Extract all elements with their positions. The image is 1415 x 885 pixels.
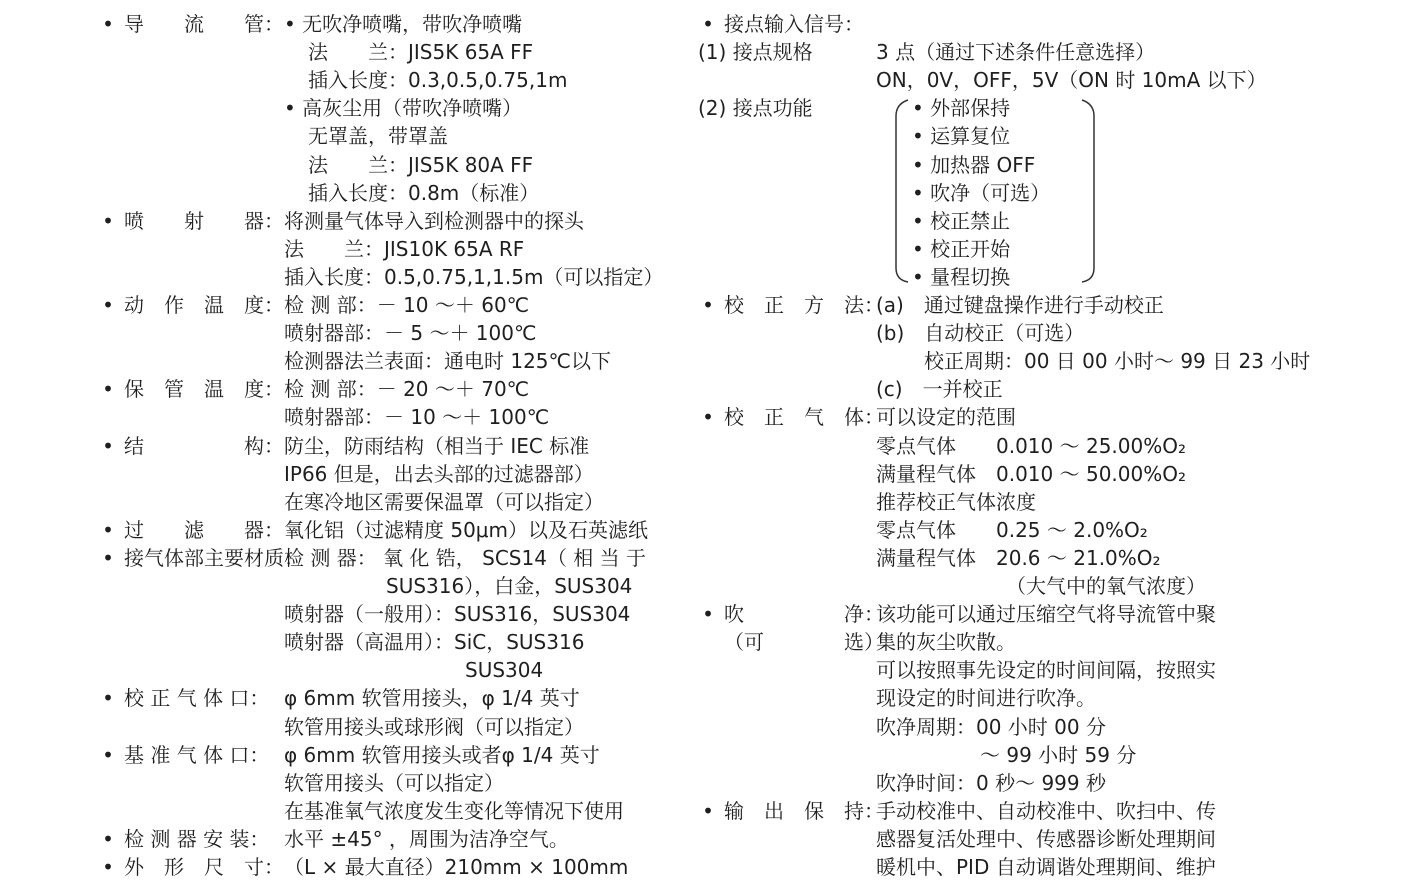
left-line [98,375,678,403]
spec-value: 满量程气体 20.6 ～ 21.0%O₂ [876,545,1161,570]
left-line [98,66,678,94]
left-line [98,319,678,347]
right-line [698,291,1408,319]
spec-value: • 外部保持 [912,96,1011,121]
spec-value: 吹净时间：0 秒～ 999 秒 [876,770,1106,795]
spec-value: • 校正开始 [912,236,1011,261]
right-line [698,853,1408,881]
right-line [698,66,1408,94]
spec-value: IP66 但是，出去头部的过滤器部） [284,461,594,486]
right-line [698,713,1408,741]
spec-label: 接气体部主要材质： [124,545,304,570]
bullet-mark: • [702,798,714,823]
spec-value: • 运算复位 [912,124,1011,149]
left-line [98,544,678,572]
spec-label: 基 准 气 体 口： [124,742,270,767]
spec-value: 检 测 器： 氧 化 锆， SCS14（ 相 当 于 [284,545,647,570]
spec-label: 接点输入信号： [724,12,864,36]
spec-value: SUS304 [465,658,544,683]
bullet-mark: • [702,12,714,36]
spec-value: 喷射器部：－ 10 ～＋ 100℃ [284,405,550,430]
spec-value: 可以设定的范围 [876,405,1016,430]
right-line [698,488,1408,516]
bullet-mark: • [102,855,114,879]
spec-label: 动 作 温 度： [124,293,284,317]
left-line [98,572,678,600]
spec-value: 零点气体 0.25 ～ 2.0%O₂ [876,517,1148,542]
spec-value: ON，0V，OFF，5V（ON 时 10mA 以下） [876,68,1267,93]
right-line [698,38,1408,66]
spec-value: 集的灰尘吹散。 [876,630,1016,655]
spec-value: 氧化铝（过滤精度 50μm）以及石英滤纸 [284,517,649,542]
left-line [98,628,678,656]
spec-value: (b) 自动校正（可选） [876,321,1085,346]
spec-label: 导 流 管： [124,12,284,36]
spec-label: 校 正 气 体： [724,405,884,430]
right-line [698,544,1408,572]
spec-value: 满量程气体 0.010 ～ 50.00%O₂ [876,461,1186,486]
spec-value: 法 兰：JIS5K 65A FF [308,40,534,65]
sub-label: (2) 接点功能 [698,96,813,121]
spec-value: (c) 一并校正 [876,377,1003,402]
spec-label: 检 测 器 安 装： [124,826,270,851]
spec-value: 软管用接头（可以指定） [284,770,504,795]
spec-value: 喷射器（一般用）：SUS316，SUS304 [284,602,631,627]
bullet-mark: • [102,686,114,711]
spec-value: 推荐校正气体浓度 [876,489,1036,514]
spec-value: • 高灰尘用（带吹净喷嘴） [284,96,523,121]
spec-label: 结 构： [124,433,284,458]
spec-value: SUS316），白金，SUS304 [386,574,633,598]
right-line [698,403,1408,431]
right-line [698,432,1408,460]
spec-value: • 无吹净喷嘴，带吹净喷嘴 [284,12,523,36]
bullet-mark: • [102,742,114,767]
bullet-mark: • [702,602,714,627]
right-line [698,600,1408,628]
spec-label: 过 滤 器： [124,517,284,542]
spec-value: φ 6mm 软管用接头或者φ 1/4 英寸 [284,742,600,767]
spec-value: 可以按照事先设定的时间间隔，按照实 [876,658,1216,683]
spec-value: 喷射器部：－ 5 ～＋ 100℃ [284,321,537,346]
left-line [98,460,678,488]
right-line [698,628,1408,656]
right-line [698,656,1408,684]
bullet-mark: • [702,293,714,317]
spec-value: 插入长度：0.3,0.5,0.75,1m [308,68,568,93]
spec-value: 水平 ±45° ，周围为洁净空气。 [284,826,569,851]
spec-label: 喷 射 器： [124,208,284,233]
left-line [98,488,678,516]
spec-label: 外 形 尺 寸： [124,855,284,879]
left-line [98,122,678,150]
spec-label: 吹 净： [724,602,884,627]
bullet-mark: • [102,826,114,851]
right-line [698,375,1408,403]
left-line [98,179,678,207]
left-line [98,741,678,769]
bullet-mark: • [102,377,114,402]
left-line [98,403,678,431]
spec-value: 暖机中、PID 自动调谐处理期间、维护 [876,855,1216,879]
contact-function-bracket [890,98,1100,284]
bullet-mark: • [102,517,114,542]
spec-value: 在寒冷地区需要保温罩（可以指定） [284,489,604,514]
spec-label: 保 管 温 度： [124,377,284,402]
bullet-mark: • [102,545,114,570]
spec-value: (a) 通过键盘操作进行手动校正 [876,293,1164,317]
right-line [698,825,1408,853]
spec-value: 在基准氧气浓度发生变化等情况下使用 [284,798,624,823]
spec-value: （大气中的氧气浓度） [1006,574,1206,598]
spec-value: 感器复活处理中、传感器诊断处理期间 [876,826,1216,851]
left-line [98,769,678,797]
right-line [698,460,1408,488]
right-line [698,797,1408,825]
spec-value: 该功能可以通过压缩空气将导流管中聚 [876,602,1216,627]
left-line [98,347,678,375]
left-line [98,263,678,291]
spec-value: 检 测 部：－ 10 ～＋ 60℃ [284,293,530,317]
spec-value: • 校正禁止 [912,208,1011,233]
left-line [98,432,678,460]
left-line [98,600,678,628]
spec-label: 校 正 方 法： [724,293,884,317]
spec-value: 检测器法兰表面：通电时 125℃以下 [284,349,611,374]
left-line [98,516,678,544]
spec-value: 软管用接头或球形阀（可以指定） [284,714,584,739]
spec-value: 插入长度：0.8m（标准） [308,180,540,205]
left-line [98,207,678,235]
left-line [98,151,678,179]
spec-value: • 吹净（可选） [912,180,1051,205]
left-line [98,853,678,881]
left-line [98,797,678,825]
spec-value: 吹净周期：00 小时 00 分 [876,714,1106,739]
spec-value: ～ 99 小时 59 分 [980,742,1137,767]
spec-value: （L × 最大直径）210mm × 100mm [284,855,629,879]
spec-label: （可 选） [724,630,884,655]
left-line [98,235,678,263]
left-line [98,656,678,684]
left-line [98,38,678,66]
right-line [698,319,1408,347]
right-line [698,516,1408,544]
right-line [698,741,1408,769]
left-line [98,684,678,712]
spec-value: 防尘，防雨结构（相当于 IEC 标准 [284,433,590,458]
spec-value: 法 兰：JIS10K 65A RF [284,236,525,261]
left-line [98,94,678,122]
bullet-mark: • [102,433,114,458]
left-line [98,291,678,319]
left-line [98,10,678,38]
spec-value: 零点气体 0.010 ～ 25.00%O₂ [876,433,1186,458]
spec-value: • 量程切换 [912,264,1011,289]
spec-value: 将测量气体导入到检测器中的探头 [284,208,584,233]
left-line [98,713,678,741]
spec-label: 输 出 保 持： [724,798,884,823]
spec-label: 校 正 气 体 口： [124,686,270,711]
spec-value: φ 6mm 软管用接头，φ 1/4 英寸 [284,686,580,711]
spec-value: 喷射器（高温用）：SiC，SUS316 [284,630,585,655]
sub-label: (1) 接点规格 [698,40,813,65]
bullet-mark: • [102,12,114,36]
right-line [698,684,1408,712]
bullet-mark: • [102,208,114,233]
right-line [698,10,1408,38]
spec-value: 手动校准中、自动校准中、吹扫中、传 [876,798,1216,823]
spec-value: 检 测 部：－ 20 ～＋ 70℃ [284,377,530,402]
spec-value: • 加热器 OFF [912,152,1036,177]
spec-value: 现设定的时间进行吹净。 [876,686,1096,711]
spec-value: 插入长度：0.5,0.75,1,1.5m（可以指定） [284,264,664,289]
bullet-mark: • [702,405,714,430]
spec-value: 校正周期：00 日 00 小时～ 99 日 23 小时 [924,349,1311,374]
bullet-mark: • [102,293,114,317]
left-line [98,825,678,853]
right-line [698,347,1408,375]
right-line [698,572,1408,600]
spec-value: 3 点（通过下述条件任意选择） [876,40,1156,65]
right-line [698,769,1408,797]
spec-value: 无罩盖，带罩盖 [308,124,448,149]
spec-value: 法 兰：JIS5K 80A FF [308,152,534,177]
